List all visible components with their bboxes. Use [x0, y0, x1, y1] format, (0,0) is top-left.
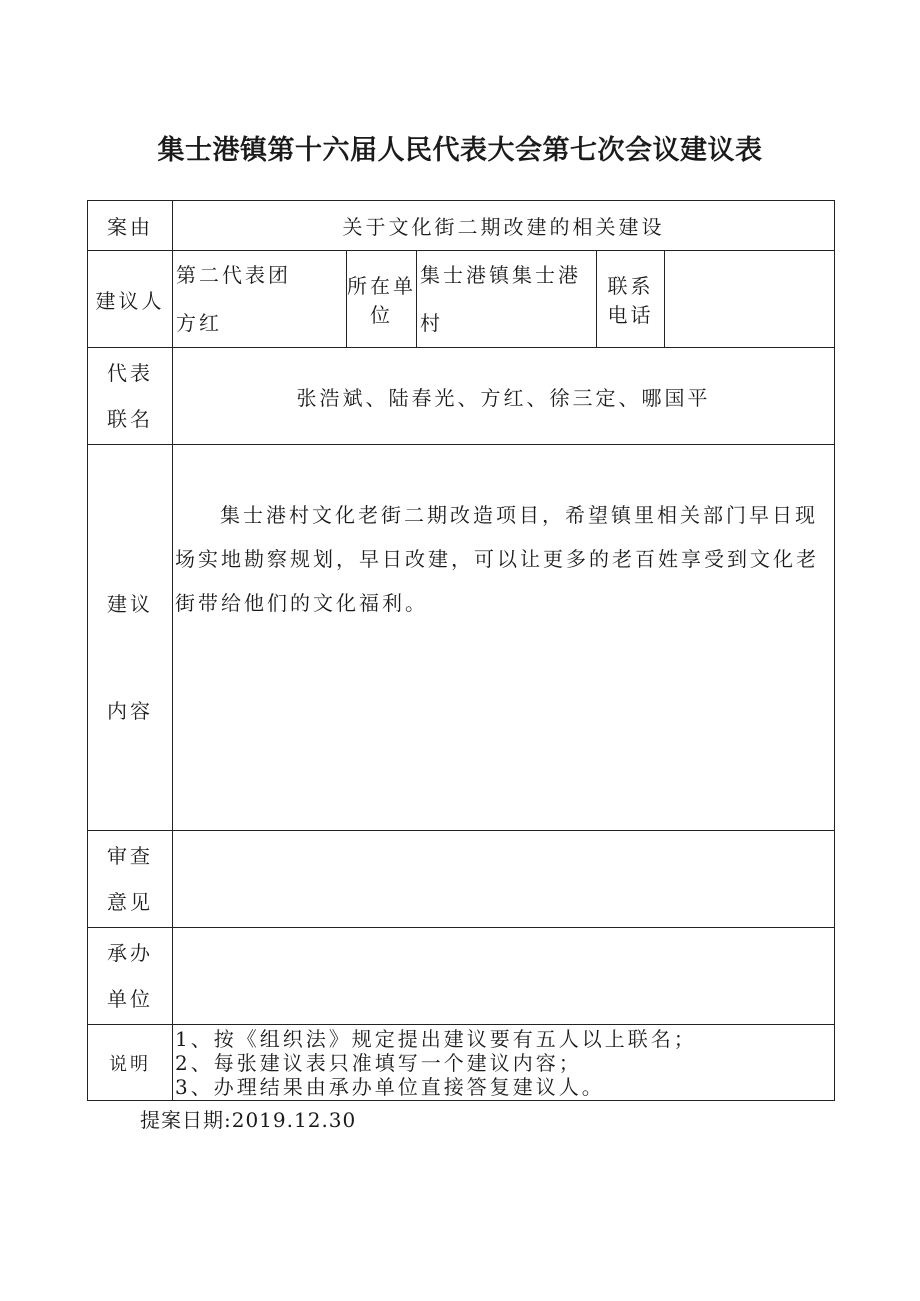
notes-value — [173, 1025, 835, 1101]
review-label-2: 意见 — [107, 890, 153, 914]
proposal-form-table — [87, 200, 835, 1101]
handler-label — [88, 928, 173, 1025]
notes-label: 说明 — [88, 1025, 173, 1101]
note-item: 3、办理结果由承办单位直接答复建议人。 — [175, 1074, 605, 1099]
proposer-line1: 第二代表团 — [176, 263, 291, 287]
review-label-1: 审查 — [107, 844, 153, 868]
phone-label: 联系电话 — [597, 251, 665, 348]
proposer-label: 建议人 — [88, 251, 173, 348]
row-handler — [88, 928, 835, 1025]
content-value[interactable] — [173, 445, 835, 831]
cosign-label-1: 代表 — [107, 361, 153, 385]
cosign-value[interactable]: 张浩斌、陆春光、方红、徐三定、哪国平 — [173, 348, 835, 445]
review-value[interactable] — [173, 831, 835, 928]
note-item: 2、每张建议表只准填写一个建议内容； — [175, 1050, 582, 1075]
unit-line2: 村 — [420, 311, 443, 335]
row-content — [88, 445, 835, 831]
content-text: 集士港村文化老街二期改造项目，希望镇里相关部门早日现场实地勘察规划，早日改建，可以让更多的老百姓享受到文化老街带给他们的文化福利。 — [175, 503, 819, 615]
cosign-label — [88, 348, 173, 445]
unit-line1: 集士港镇集士港 — [420, 263, 581, 287]
unit-label: 所在单位 — [347, 251, 417, 348]
case-value[interactable]: 关于文化街二期改建的相关建设 — [173, 201, 835, 251]
unit-value[interactable] — [417, 251, 597, 348]
proposer-value[interactable] — [173, 251, 347, 348]
handler-value[interactable] — [173, 928, 835, 1025]
content-label-2: 内容 — [107, 698, 153, 723]
page-title: 集士港镇第十六届人民代表大会第七次会议建议表 — [157, 135, 763, 166]
phone-value[interactable] — [665, 251, 835, 348]
cosign-label-2: 联名 — [107, 407, 153, 431]
row-case — [88, 201, 835, 251]
row-proposer — [88, 251, 835, 348]
note-item: 1、按《组织法》规定提出建议要有五人以上联名； — [175, 1026, 697, 1051]
handler-label-1: 承办 — [107, 941, 153, 965]
review-label — [88, 831, 173, 928]
case-label: 案由 — [88, 201, 173, 251]
row-review — [88, 831, 835, 928]
proposal-date: 提案日期:2019.12.30 — [140, 1108, 357, 1132]
content-label-1: 建议 — [107, 591, 153, 616]
handler-label-2: 单位 — [107, 987, 153, 1011]
proposer-line2: 方红 — [176, 311, 222, 335]
row-cosign — [88, 348, 835, 445]
content-label — [88, 445, 173, 831]
row-notes — [88, 1025, 835, 1101]
